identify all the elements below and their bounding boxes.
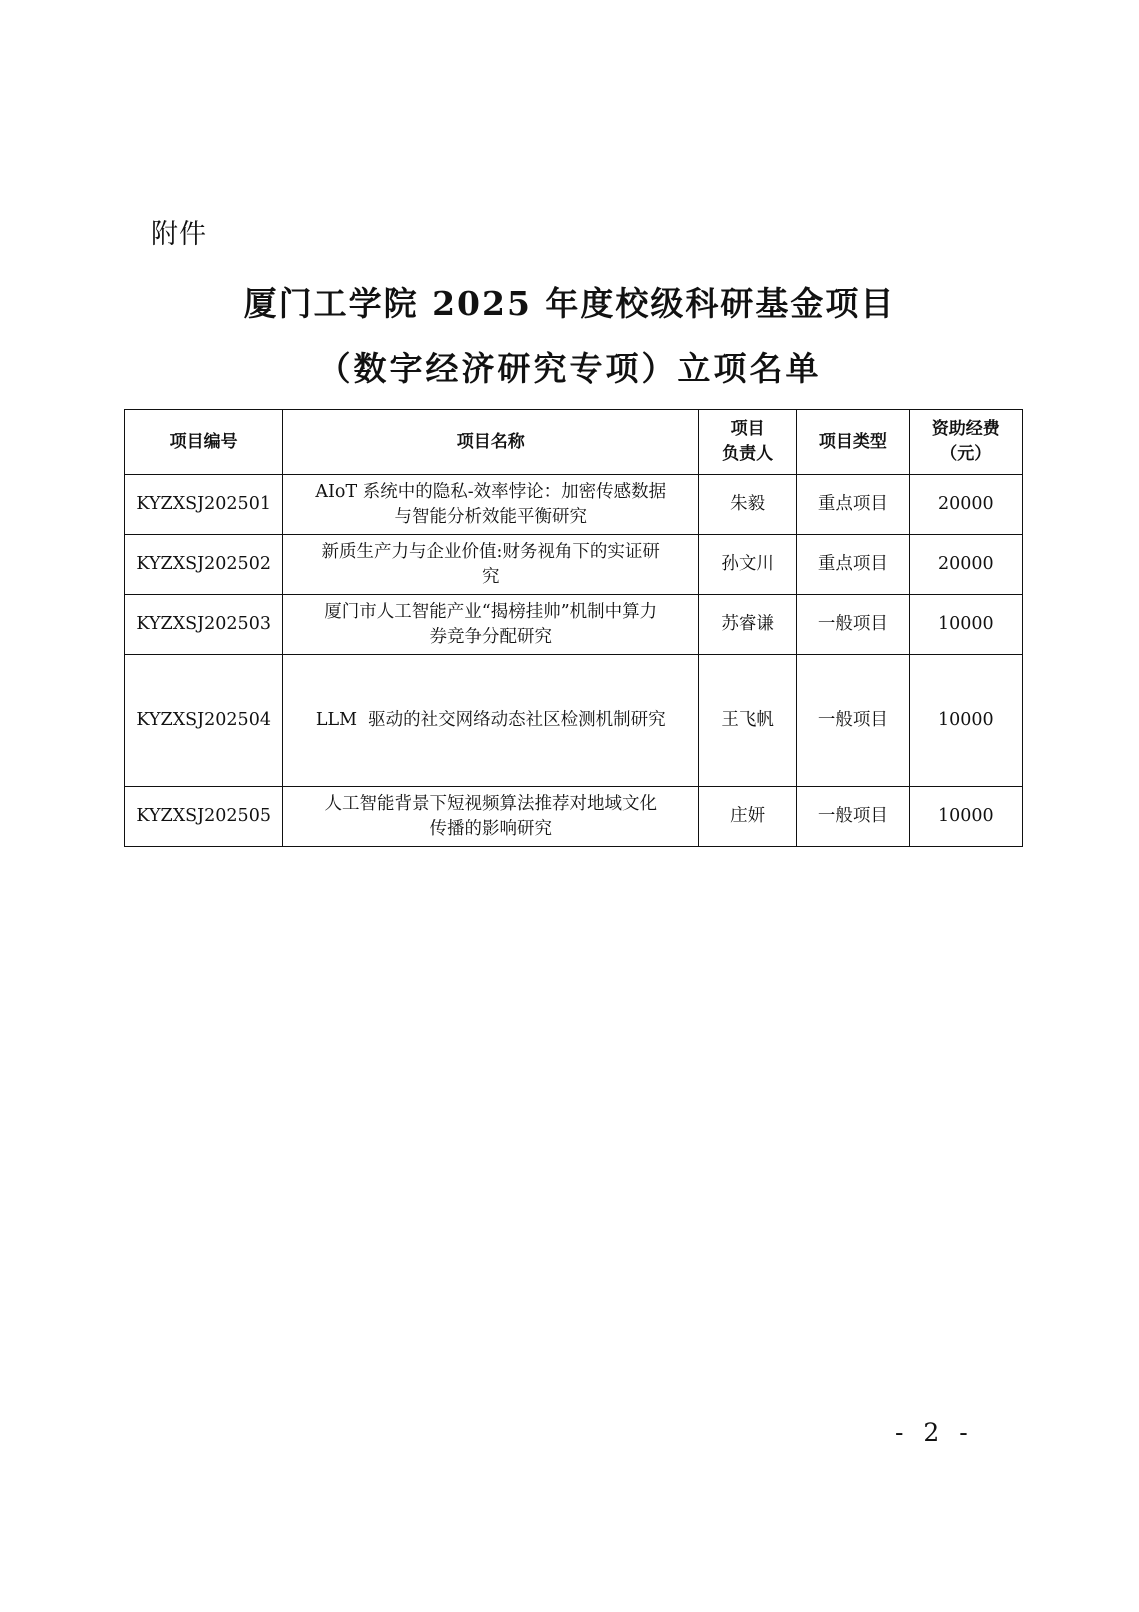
cell-project-leader: 苏睿谦 [699,595,797,655]
cell-funding: 20000 [909,535,1022,595]
cell-funding: 10000 [909,595,1022,655]
page-number: - 2 - [895,1418,974,1447]
cell-project-code: KYZXSJ202505 [125,787,283,847]
header-project-code: 项目编号 [125,410,283,475]
project-name-line1: LLM 驱动的社交网络动态社区检测机制研究 [315,710,666,730]
project-name-line2: 究 [481,566,500,587]
cell-project-name [283,595,699,655]
cell-project-name [283,787,699,847]
document-title-line2: （数字经济研究专项）立项名单 [317,349,822,388]
cell-project-name [283,475,699,535]
cell-project-type: 重点项目 [797,475,909,535]
cell-funding: 10000 [909,787,1022,847]
project-name-line1: AIoT 系统中的隐私-效率悖论：加密传感数据 [315,481,667,502]
project-name-line1: 厦门市人工智能产业“揭榜挂帅”机制中算力 [324,601,658,622]
header-funding-line1: 资助经费 [931,419,1000,439]
table-row [125,655,1023,787]
header-leader-line1: 项目 [730,419,765,439]
document-title-line1: 厦门工学院 2025 年度校级科研基金项目 [243,284,896,323]
cell-funding: 10000 [909,655,1022,787]
project-list-table [124,409,1023,847]
cell-project-name [283,655,699,787]
project-name-line1: 新质生产力与企业价值:财务视角下的实证研 [321,541,660,562]
cell-project-code: KYZXSJ202504 [125,655,283,787]
project-name-line2: 券竞争分配研究 [429,626,552,647]
cell-project-type: 一般项目 [797,595,909,655]
attachment-label: 附件 [151,219,207,250]
table-row [125,475,1023,535]
cell-project-code: KYZXSJ202503 [125,595,283,655]
cell-project-name [283,535,699,595]
header-project-type: 项目类型 [797,410,909,475]
table-row [125,787,1023,847]
table-row [125,535,1023,595]
cell-project-type: 一般项目 [797,787,909,847]
header-leader-line2: 负责人 [722,444,774,464]
cell-project-code: KYZXSJ202501 [125,475,283,535]
cell-project-code: KYZXSJ202502 [125,535,283,595]
cell-project-leader: 王飞帆 [699,655,797,787]
cell-project-leader: 朱毅 [699,475,797,535]
cell-project-leader: 孙文川 [699,535,797,595]
header-funding-line2: （元） [940,444,992,464]
header-project-leader [699,410,797,475]
header-funding [909,410,1022,475]
project-name-line2: 传播的影响研究 [429,818,552,839]
header-project-name: 项目名称 [283,410,699,475]
table-header-row [125,410,1023,475]
project-name-line2: 与智能分析效能平衡研究 [394,506,587,527]
cell-project-type: 一般项目 [797,655,909,787]
cell-project-leader: 庄妍 [699,787,797,847]
project-name-line1: 人工智能背景下短视频算法推荐对地域文化 [324,793,657,814]
cell-project-type: 重点项目 [797,535,909,595]
cell-funding: 20000 [909,475,1022,535]
table-row [125,595,1023,655]
